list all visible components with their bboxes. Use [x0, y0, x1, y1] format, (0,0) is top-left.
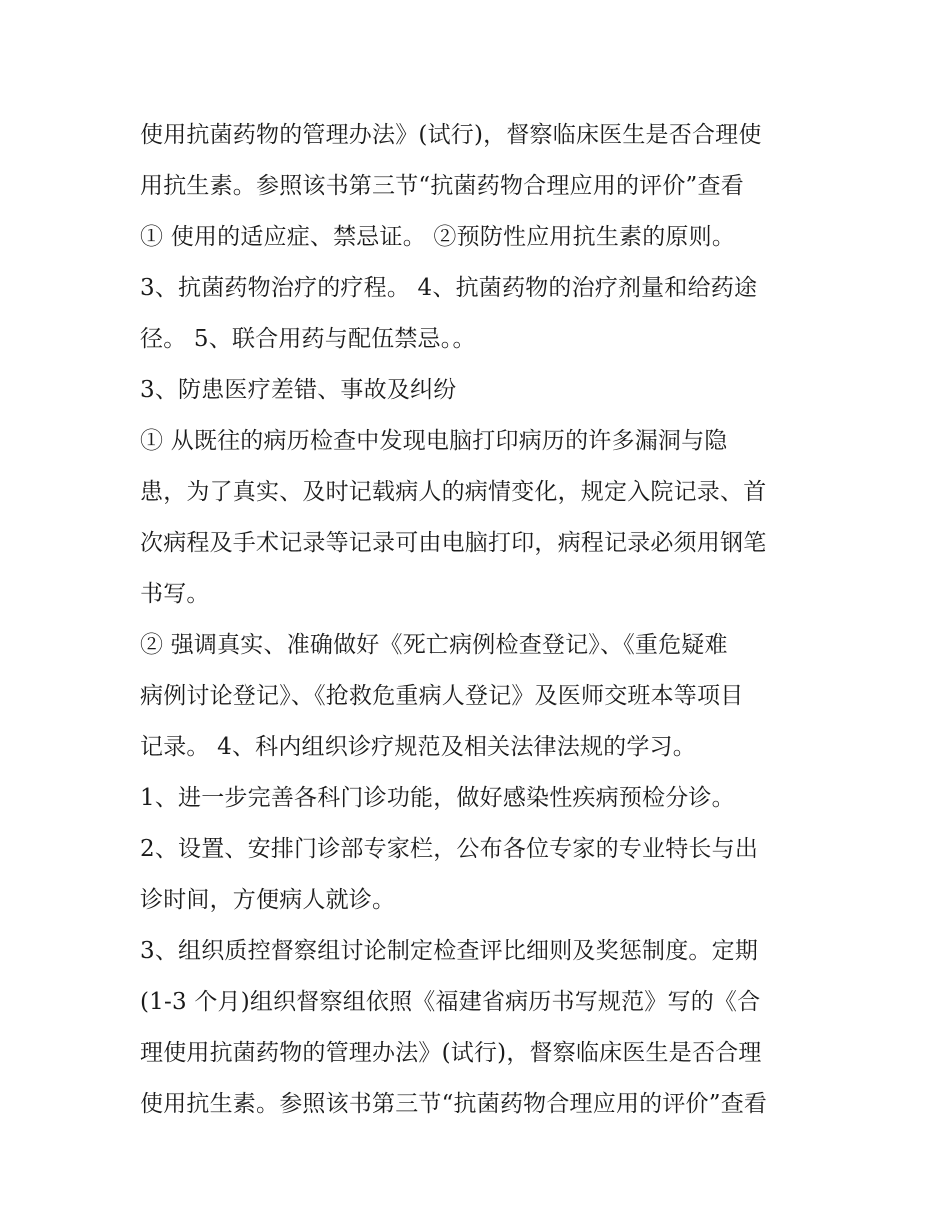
text-line: 书写。 — [140, 581, 210, 607]
text-line: 患，为了真实、及时记载病人的病情变化，规定入院记录、首 — [140, 479, 767, 505]
text-line: 3、防患医疗差错、事故及纠纷 — [140, 377, 457, 403]
text-line: ① 使用的适应症、禁忌证。 ②预防性应用抗生素的原则。 — [140, 224, 736, 250]
text-line: 3、组织质控督察组讨论制定检查评比细则及奖惩制度。定期 — [140, 938, 759, 964]
document-body — [140, 110, 830, 1130]
text-line: ② 强调真实、准确做好《死亡病例检查登记》、《重危疑难 — [140, 632, 728, 658]
text-line: 病例讨论登记》、《抢救危重病人登记》及医师交班本等项目 — [140, 683, 744, 709]
text-line: 2、设置、安排门诊部专家栏，公布各位专家的专业特长与出 — [140, 836, 759, 862]
text-line: 诊时间，方便病人就诊。 — [140, 887, 396, 913]
text-line: 用抗生素。参照该书第三节“抗菌药物合理应用的评价”查看 — [140, 173, 744, 199]
text-line: 1、进一步完善各科门诊功能，做好感染性疾病预检分诊。 — [140, 785, 735, 811]
text-line: 3、抗菌药物治疗的疗程。 4、抗菌药物的治疗剂量和给药途 — [140, 275, 758, 301]
text-line: 次病程及手术记录等记录可由电脑打印，病程记录必须用钢笔 — [140, 530, 767, 556]
text-line: (1-3 个月)组织督察组依照《福建省病历书写规范》写的《合 — [140, 989, 761, 1015]
text-line: ① 从既往的病历检查中发现电脑打印病历的许多漏洞与隐 — [140, 428, 728, 454]
text-line: 径。 5、联合用药与配伍禁忌。。 — [140, 326, 476, 352]
text-line: 使用抗菌药物的管理办法》(试行)，督察临床医生是否合理使 — [140, 122, 762, 148]
text-line: 记录。 4、科内组织诊疗规范及相关法律法规的学习。 — [140, 734, 696, 760]
text-line: 理使用抗菌药物的管理办法》(试行)，督察临床医生是否合理 — [140, 1040, 762, 1066]
text-line: 使用抗生素。参照该书第三节“抗菌药物合理应用的评价”查看 — [140, 1091, 768, 1117]
